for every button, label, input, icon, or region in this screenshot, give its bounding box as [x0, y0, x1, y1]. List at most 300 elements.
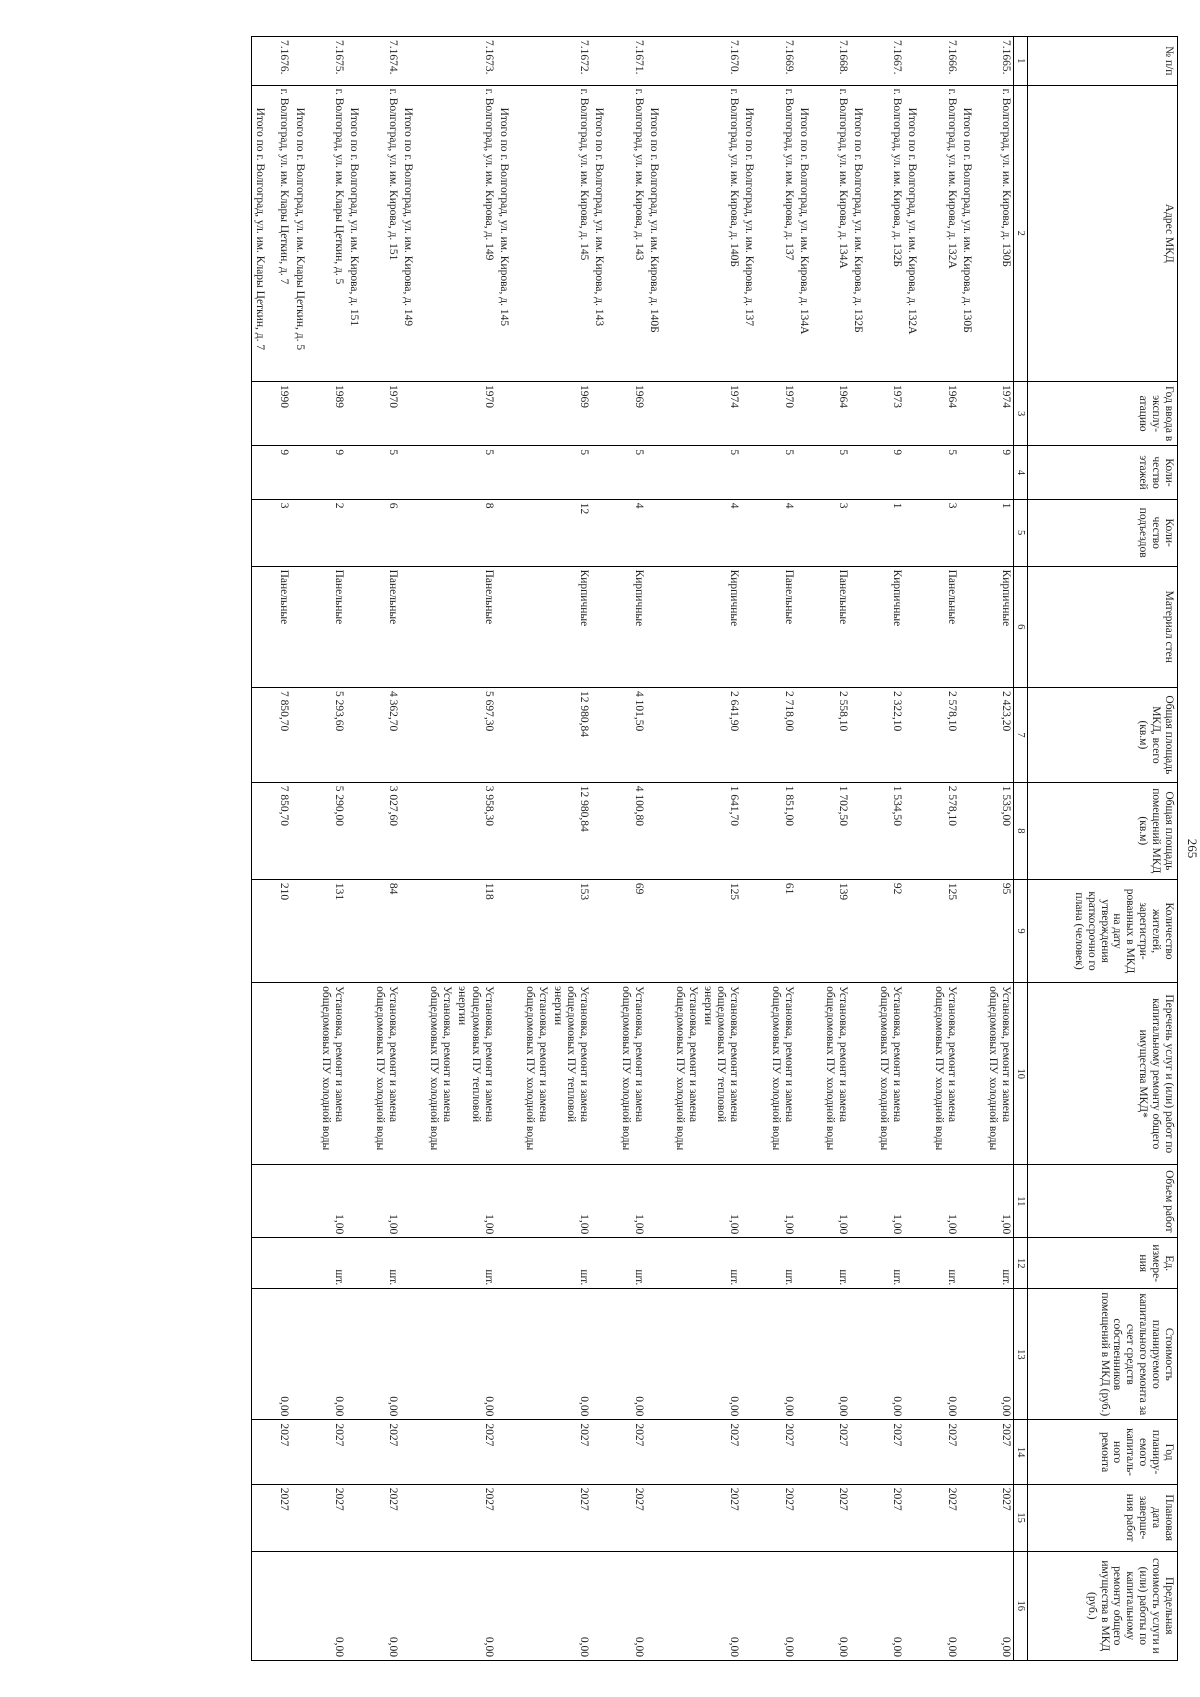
total-empty: [400, 983, 424, 1165]
area-total: 4 101,50: [615, 688, 645, 783]
volume: 1,00: [370, 1165, 400, 1238]
total-empty: [646, 1484, 670, 1551]
total-spacer: [959, 37, 983, 86]
area-total: 2 423,20: [983, 688, 1014, 783]
wall-material: Кирпичные: [874, 566, 904, 687]
total-empty: [346, 1551, 370, 1660]
total-empty: [959, 1165, 983, 1238]
total-empty: [291, 1165, 315, 1238]
year-built: 1990: [276, 381, 291, 445]
total-empty: [291, 446, 315, 499]
volume: 1,00: [424, 1165, 496, 1238]
total-empty: [400, 1420, 424, 1484]
work-item: Установка, ремонт и замена общедомовых ПУ холодной воды: [373, 986, 400, 1151]
entrances: 1: [874, 499, 904, 566]
total-label: Итого по г. Волгоград, ул. им. Кирова, д. 145: [496, 85, 520, 381]
works-list: [520, 983, 592, 1165]
total-spacer: [741, 37, 765, 86]
column-header: Адрес МКД: [1028, 85, 1178, 381]
table-row: [874, 37, 904, 1661]
column-number: 12: [1014, 1238, 1028, 1289]
plan-year: 2027: [874, 1420, 904, 1484]
total-empty: [959, 688, 983, 783]
volume: [276, 1165, 291, 1238]
table-header: [1014, 37, 1178, 1661]
year-built: 1974: [670, 381, 742, 445]
cost: 0,00: [874, 1289, 904, 1420]
works-list: [316, 983, 346, 1165]
column-number: 2: [1014, 85, 1028, 381]
total-empty: [496, 1165, 520, 1238]
area-rooms: 1 641,70: [670, 782, 742, 879]
total-spacer: [496, 37, 520, 86]
work-item: Установка, ремонт и замена общедомовых ПУ тепловой энергии: [456, 986, 495, 1123]
area-rooms: 1 535,00: [983, 782, 1014, 879]
volume: 1,00: [820, 1165, 850, 1238]
wall-material: Панельные: [276, 566, 291, 687]
table-row: [424, 37, 496, 1661]
limit-cost: 0,00: [874, 1551, 904, 1660]
entrances: 4: [615, 499, 645, 566]
total-empty: [741, 879, 765, 982]
table-row: [670, 37, 742, 1661]
total-empty: [904, 381, 928, 445]
total-empty: [850, 499, 874, 566]
unit: шт.: [874, 1238, 904, 1289]
total-row: [904, 37, 928, 1661]
address: г. Волгоград, ул. им. Кирова, д. 132А: [928, 85, 958, 381]
total-spacer: [904, 37, 928, 86]
year-built: 1989: [316, 381, 346, 445]
total-empty: [496, 1551, 520, 1660]
area-rooms: 3 027,60: [370, 782, 400, 879]
total-empty: [252, 1165, 277, 1238]
total-empty: [252, 499, 277, 566]
total-empty: [904, 1551, 928, 1660]
address: г. Волгоград, ул. им. Кирова, д. 137: [765, 85, 795, 381]
floors: 9: [983, 446, 1014, 499]
total-spacer: [591, 37, 615, 86]
volume: 1,00: [316, 1165, 346, 1238]
column-number: 9: [1014, 879, 1028, 982]
total-empty: [959, 1238, 983, 1289]
residents: 92: [874, 879, 904, 982]
total-empty: [252, 1238, 277, 1289]
column-header: Объем работ: [1028, 1165, 1178, 1238]
total-empty: [741, 782, 765, 879]
total-empty: [646, 1238, 670, 1289]
floors: 5: [520, 446, 592, 499]
total-label: Итого по г. Волгоград, ул. им. Кирова, д. 149: [400, 85, 424, 381]
total-empty: [850, 1551, 874, 1660]
total-row: [400, 37, 424, 1661]
total-empty: [796, 566, 820, 687]
plan-year: 2027: [670, 1420, 742, 1484]
total-empty: [591, 446, 615, 499]
unit: шт.: [983, 1238, 1014, 1289]
cost: 0,00: [370, 1289, 400, 1420]
total-empty: [291, 983, 315, 1165]
total-empty: [291, 688, 315, 783]
address: г. Волгоград, ул. им. Кирова, д. 145: [520, 85, 592, 381]
total-empty: [346, 688, 370, 783]
table-row: [615, 37, 645, 1661]
total-empty: [741, 688, 765, 783]
limit-cost: 0,00: [370, 1551, 400, 1660]
plan-year: 2027: [520, 1420, 592, 1484]
column-header: Общая площадь помещений МКД (кв.м): [1028, 782, 1178, 879]
floors: 5: [615, 446, 645, 499]
table-row: [820, 37, 850, 1661]
works-list: [670, 983, 742, 1165]
total-empty: [591, 1289, 615, 1420]
total-empty: [850, 782, 874, 879]
works-list: [615, 983, 645, 1165]
total-empty: [252, 381, 277, 445]
end-year: 2027: [520, 1484, 592, 1551]
total-empty: [496, 446, 520, 499]
year-built: 1964: [928, 381, 958, 445]
wall-material: Панельные: [370, 566, 400, 687]
total-empty: [252, 879, 277, 982]
total-empty: [850, 446, 874, 499]
work-item: Установка, ремонт и замена общедомовых ПУ холодной воды: [619, 986, 645, 1151]
total-empty: [400, 446, 424, 499]
total-empty: [346, 983, 370, 1165]
wall-material: Кирпичные: [670, 566, 742, 687]
total-empty: [591, 1238, 615, 1289]
total-empty: [591, 499, 615, 566]
cost: 0,00: [928, 1289, 958, 1420]
floors: 5: [670, 446, 742, 499]
column-number: 14: [1014, 1420, 1028, 1484]
work-item: Установка, ремонт и замена общедомовых ПУ холодной воды: [673, 986, 700, 1151]
total-row: [741, 37, 765, 1661]
total-empty: [796, 1238, 820, 1289]
total-empty: [400, 782, 424, 879]
total-empty: [591, 1484, 615, 1551]
total-row: [850, 37, 874, 1661]
work-item: Установка, ремонт и замена общедомовых ПУ холодной воды: [932, 986, 958, 1151]
limit-cost: [276, 1551, 291, 1660]
total-empty: [400, 1165, 424, 1238]
area-total: 7 850,70: [276, 688, 291, 783]
wall-material: Панельные: [424, 566, 496, 687]
total-empty: [291, 1289, 315, 1420]
volume: 1,00: [670, 1165, 742, 1238]
total-empty: [741, 499, 765, 566]
row-number: 7.1676.: [276, 37, 291, 86]
area-total: 2 558,10: [820, 688, 850, 783]
cost: 0,00: [765, 1289, 795, 1420]
total-empty: [646, 381, 670, 445]
total-empty: [400, 1551, 424, 1660]
address: г. Волгоград, ул. им. Кирова, д. 134А: [820, 85, 850, 381]
total-empty: [796, 1484, 820, 1551]
total-empty: [850, 1420, 874, 1484]
table-row: [316, 37, 346, 1661]
total-empty: [291, 1484, 315, 1551]
total-spacer: [400, 37, 424, 86]
volume: 1,00: [983, 1165, 1014, 1238]
work-item: Установка, ремонт и замена общедомовых ПУ холодной воды: [878, 986, 904, 1151]
entrances: 8: [424, 499, 496, 566]
total-empty: [346, 1420, 370, 1484]
column-number: 3: [1014, 381, 1028, 445]
total-empty: [741, 1484, 765, 1551]
total-empty: [796, 1289, 820, 1420]
total-label: Итого по г. Волгоград, ул. им. Кирова, д. 130Б: [959, 85, 983, 381]
total-empty: [291, 499, 315, 566]
address: г. Волгоград, ул. им. Кирова, д. 140Б: [670, 85, 742, 381]
column-header: Перечень услуг и (или) работ по капитальному ремонту общего имущества МКД*: [1028, 983, 1178, 1165]
year-built: 1970: [765, 381, 795, 445]
cost: 0,00: [983, 1289, 1014, 1420]
entrances: 3: [928, 499, 958, 566]
work-item: Установка, ремонт и замена общедомовых ПУ холодной воды: [986, 986, 1012, 1151]
cost: 0,00: [424, 1289, 496, 1420]
works-list: [874, 983, 904, 1165]
total-empty: [741, 1238, 765, 1289]
residents: 210: [276, 879, 291, 982]
limit-cost: 0,00: [670, 1551, 742, 1660]
column-number: 11: [1014, 1165, 1028, 1238]
entrances: 4: [765, 499, 795, 566]
total-empty: [346, 1165, 370, 1238]
total-empty: [741, 566, 765, 687]
area-rooms: 12 980,84: [520, 782, 592, 879]
column-number: 4: [1014, 446, 1028, 499]
area-rooms: 1 534,50: [874, 782, 904, 879]
wall-material: Кирпичные: [520, 566, 592, 687]
total-empty: [904, 1420, 928, 1484]
address: г. Волгоград, ул. им. Кирова, д. 132Б: [874, 85, 904, 381]
address: г. Волгоград, ул. им. Кирова, д. 130Б: [983, 85, 1014, 381]
end-year: 2027: [820, 1484, 850, 1551]
cost: 0,00: [820, 1289, 850, 1420]
limit-cost: 0,00: [520, 1551, 592, 1660]
total-empty: [741, 1551, 765, 1660]
total-empty: [959, 879, 983, 982]
limit-cost: 0,00: [615, 1551, 645, 1660]
volume: 1,00: [928, 1165, 958, 1238]
total-empty: [904, 499, 928, 566]
row-number: 7.1673.: [424, 37, 496, 86]
total-empty: [291, 782, 315, 879]
work-item: Установка, ремонт и замена общедомовых ПУ холодной воды: [428, 986, 454, 1151]
table-row: [928, 37, 958, 1661]
end-year: 2027: [670, 1484, 742, 1551]
column-number: 5: [1014, 499, 1028, 566]
total-empty: [796, 499, 820, 566]
total-label: Итого по г. Волгоград, ул. им. Клары Цеткин, д. 7: [252, 85, 277, 381]
works-list: [928, 983, 958, 1165]
total-spacer: [850, 37, 874, 86]
limit-cost: 0,00: [928, 1551, 958, 1660]
table-row: [370, 37, 400, 1661]
table-row: [276, 37, 291, 1661]
total-empty: [291, 879, 315, 982]
column-header: № п/п: [1028, 37, 1178, 86]
limit-cost: 0,00: [983, 1551, 1014, 1660]
total-empty: [796, 782, 820, 879]
column-number: 6: [1014, 566, 1028, 687]
total-empty: [850, 1289, 874, 1420]
total-empty: [291, 1551, 315, 1660]
row-number: 7.1665.: [983, 37, 1014, 86]
total-empty: [850, 566, 874, 687]
column-number: 13: [1014, 1289, 1028, 1420]
year-built: 1969: [520, 381, 592, 445]
total-empty: [291, 1420, 315, 1484]
wall-material: Панельные: [316, 566, 346, 687]
total-empty: [400, 381, 424, 445]
residents: 84: [370, 879, 400, 982]
end-year: 2027: [276, 1484, 291, 1551]
works-list: [424, 983, 496, 1165]
total-empty: [850, 381, 874, 445]
total-empty: [850, 1238, 874, 1289]
limit-cost: 0,00: [424, 1551, 496, 1660]
total-empty: [496, 983, 520, 1165]
repair-plan-table: [251, 36, 1178, 1661]
total-empty: [959, 1289, 983, 1420]
total-empty: [904, 688, 928, 783]
unit: шт.: [765, 1238, 795, 1289]
total-empty: [646, 983, 670, 1165]
row-number: 7.1667.: [874, 37, 904, 86]
wall-material: Панельные: [765, 566, 795, 687]
year-built: 1970: [370, 381, 400, 445]
area-rooms: 2 578,10: [928, 782, 958, 879]
total-label: Итого по г. Волгоград, ул. им. Кирова, д. 137: [741, 85, 765, 381]
end-year: 2027: [370, 1484, 400, 1551]
total-empty: [496, 381, 520, 445]
total-empty: [959, 1420, 983, 1484]
floors: 5: [424, 446, 496, 499]
total-empty: [959, 499, 983, 566]
total-empty: [291, 381, 315, 445]
address: г. Волгоград, ул. им. Клары Цеткин, д. 5: [316, 85, 346, 381]
total-spacer: [291, 37, 315, 86]
column-header: Год планиру-емого капиталь-ного ремонта: [1028, 1420, 1178, 1484]
total-empty: [646, 879, 670, 982]
end-year: 2027: [928, 1484, 958, 1551]
document-page: [60, 36, 1200, 1661]
total-empty: [400, 1238, 424, 1289]
area-rooms: 1 851,00: [765, 782, 795, 879]
total-empty: [959, 446, 983, 499]
area-total: 5 293,60: [316, 688, 346, 783]
address: г. Волгоград, ул. им. Кирова, д. 149: [424, 85, 496, 381]
residents: 153: [520, 879, 592, 982]
floors: 5: [928, 446, 958, 499]
total-label: Итого по г. Волгоград, ул. им. Кирова, д. 132Б: [850, 85, 874, 381]
total-empty: [646, 1551, 670, 1660]
column-header: Ед. измере-ния: [1028, 1238, 1178, 1289]
unit: шт.: [316, 1238, 346, 1289]
total-empty: [904, 446, 928, 499]
wall-material: Панельные: [820, 566, 850, 687]
area-rooms: 3 958,30: [424, 782, 496, 879]
total-empty: [904, 566, 928, 687]
total-empty: [496, 1289, 520, 1420]
total-empty: [850, 1165, 874, 1238]
end-year: 2027: [316, 1484, 346, 1551]
cost: 0,00: [615, 1289, 645, 1420]
row-number: 7.1675.: [316, 37, 346, 86]
total-empty: [904, 1484, 928, 1551]
total-empty: [591, 1165, 615, 1238]
address: г. Волгоград, ул. им. Кирова, д. 143: [615, 85, 645, 381]
total-empty: [904, 1238, 928, 1289]
works-list: [276, 983, 291, 1165]
residents: 61: [765, 879, 795, 982]
total-empty: [346, 381, 370, 445]
total-empty: [400, 688, 424, 783]
works-list: [820, 983, 850, 1165]
total-empty: [252, 782, 277, 879]
total-empty: [291, 566, 315, 687]
area-total: 2 578,10: [928, 688, 958, 783]
floors: 9: [276, 446, 291, 499]
unit: шт.: [424, 1238, 496, 1289]
work-item: Установка, ремонт и замена общедомовых ПУ холодной воды: [769, 986, 795, 1151]
cost: 0,00: [316, 1289, 346, 1420]
total-empty: [591, 1420, 615, 1484]
year-built: 1969: [615, 381, 645, 445]
work-item: Установка, ремонт и замена общедомовых ПУ тепловой энергии: [702, 986, 741, 1123]
area-rooms: 4 100,80: [615, 782, 645, 879]
plan-year: 2027: [928, 1420, 958, 1484]
total-empty: [400, 879, 424, 982]
total-label: Итого по г. Волгоград, ул. им. Кирова, д. 132А: [904, 85, 928, 381]
table-row: [983, 37, 1014, 1661]
total-label: Итого по г. Волгоград, ул. им. Кирова, д. 143: [591, 85, 615, 381]
table-row: [765, 37, 795, 1661]
total-empty: [741, 1289, 765, 1420]
entrances: 6: [370, 499, 400, 566]
total-empty: [346, 1484, 370, 1551]
unit: [276, 1238, 291, 1289]
total-label: Итого по г. Волгоград, ул. им. Кирова, д. 140Б: [646, 85, 670, 381]
column-header: Коли-чество подъездов: [1028, 499, 1178, 566]
total-empty: [252, 446, 277, 499]
total-empty: [400, 499, 424, 566]
area-total: 12 980,84: [520, 688, 592, 783]
total-empty: [346, 499, 370, 566]
total-empty: [741, 381, 765, 445]
total-empty: [591, 566, 615, 687]
entrances: 12: [520, 499, 592, 566]
total-empty: [646, 566, 670, 687]
total-row: [496, 37, 520, 1661]
plan-year: 2027: [615, 1420, 645, 1484]
area-rooms: 7 850,70: [276, 782, 291, 879]
end-year: 2027: [424, 1484, 496, 1551]
column-number: 7: [1014, 688, 1028, 783]
end-year: 2027: [874, 1484, 904, 1551]
entrances: 4: [670, 499, 742, 566]
total-empty: [591, 782, 615, 879]
unit: шт.: [670, 1238, 742, 1289]
total-empty: [796, 879, 820, 982]
total-empty: [850, 879, 874, 982]
total-row: [646, 37, 670, 1661]
residents: 139: [820, 879, 850, 982]
wall-material: Кирпичные: [983, 566, 1014, 687]
end-year: 2027: [983, 1484, 1014, 1551]
